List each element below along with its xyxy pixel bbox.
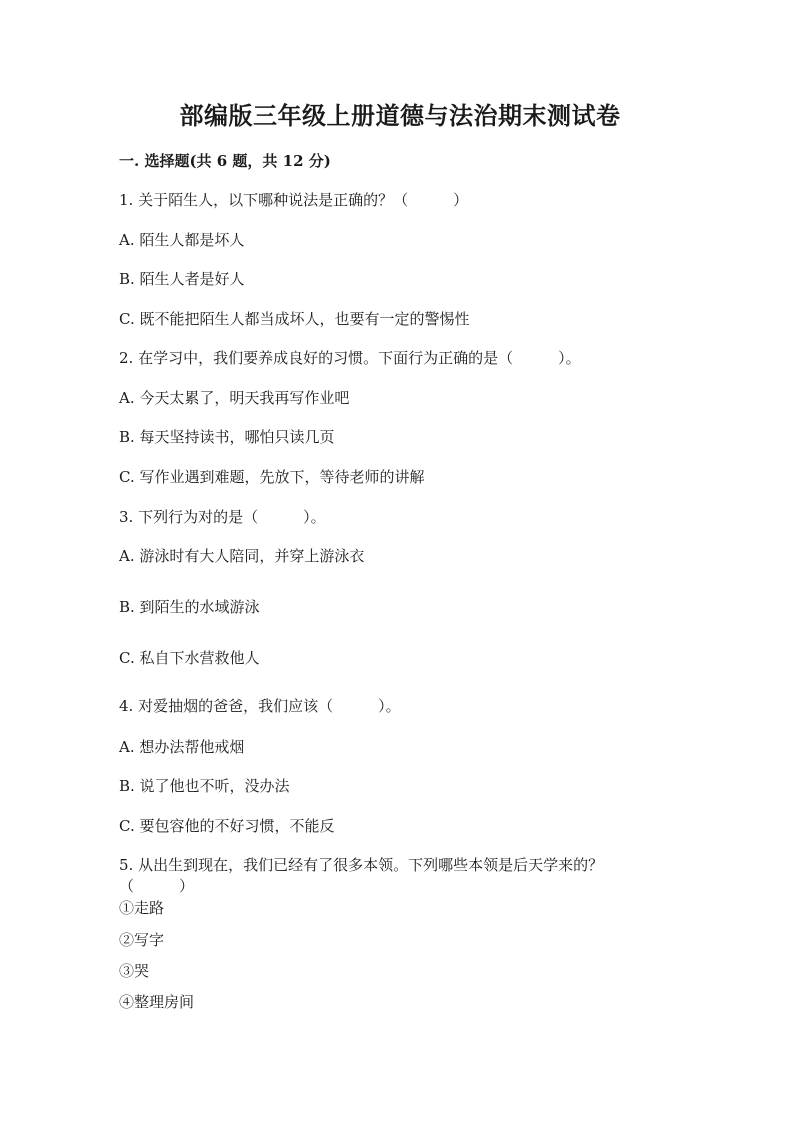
question-2-option-b: B. 每天坚持读书，哪怕只读几页: [119, 428, 335, 446]
question-5-option-2: ②写字: [119, 931, 165, 949]
question-1-stem: 1. 关于陌生人，以下哪种说法是正确的？（ ）: [119, 191, 469, 209]
question-5-option-4: ④整理房间: [119, 993, 195, 1011]
question-1-option-c: C. 既不能把陌生人都当成坏人，也要有一定的警惕性: [119, 310, 470, 328]
question-2-option-a: A. 今天太累了，明天我再写作业吧: [119, 389, 350, 407]
question-3-stem: 3. 下列行为对的是（ ）。: [119, 508, 326, 526]
question-4-option-c: C. 要包容他的不好习惯，不能反: [119, 817, 335, 835]
question-4-option-a: A. 想办法帮他戒烟: [119, 738, 245, 756]
page-title: 部编版三年级上册道德与法治期末测试卷: [179, 101, 621, 130]
question-3-option-b: B. 到陌生的水域游泳: [119, 598, 260, 616]
question-2-option-c: C. 写作业遇到难题，先放下，等待老师的讲解: [119, 468, 425, 486]
section-heading: 一. 选择题(共 6 题，共 12 分): [119, 152, 331, 170]
question-5-stem: 5. 从出生到现在，我们已经有了很多本领。下列哪些本领是后天学来的？: [119, 856, 604, 874]
question-5-option-1: ①走路: [119, 899, 165, 917]
question-5-stem-continued: （ ）: [119, 877, 195, 895]
question-1-option-a: A. 陌生人都是坏人: [119, 231, 245, 249]
question-3-option-c: C. 私自下水营救他人: [119, 649, 260, 667]
question-5-option-3: ③哭: [119, 962, 150, 980]
question-4-stem: 4. 对爱抽烟的爸爸，我们应该（ ）。: [119, 697, 401, 715]
question-2-stem: 2. 在学习中，我们要养成良好的习惯。下面行为正确的是（ ）。: [119, 349, 581, 367]
question-4-option-b: B. 说了他也不听，没办法: [119, 777, 290, 795]
question-1-option-b: B. 陌生人者是好人: [119, 270, 245, 288]
question-3-option-a: A. 游泳时有大人陪同，并穿上游泳衣: [119, 547, 365, 565]
